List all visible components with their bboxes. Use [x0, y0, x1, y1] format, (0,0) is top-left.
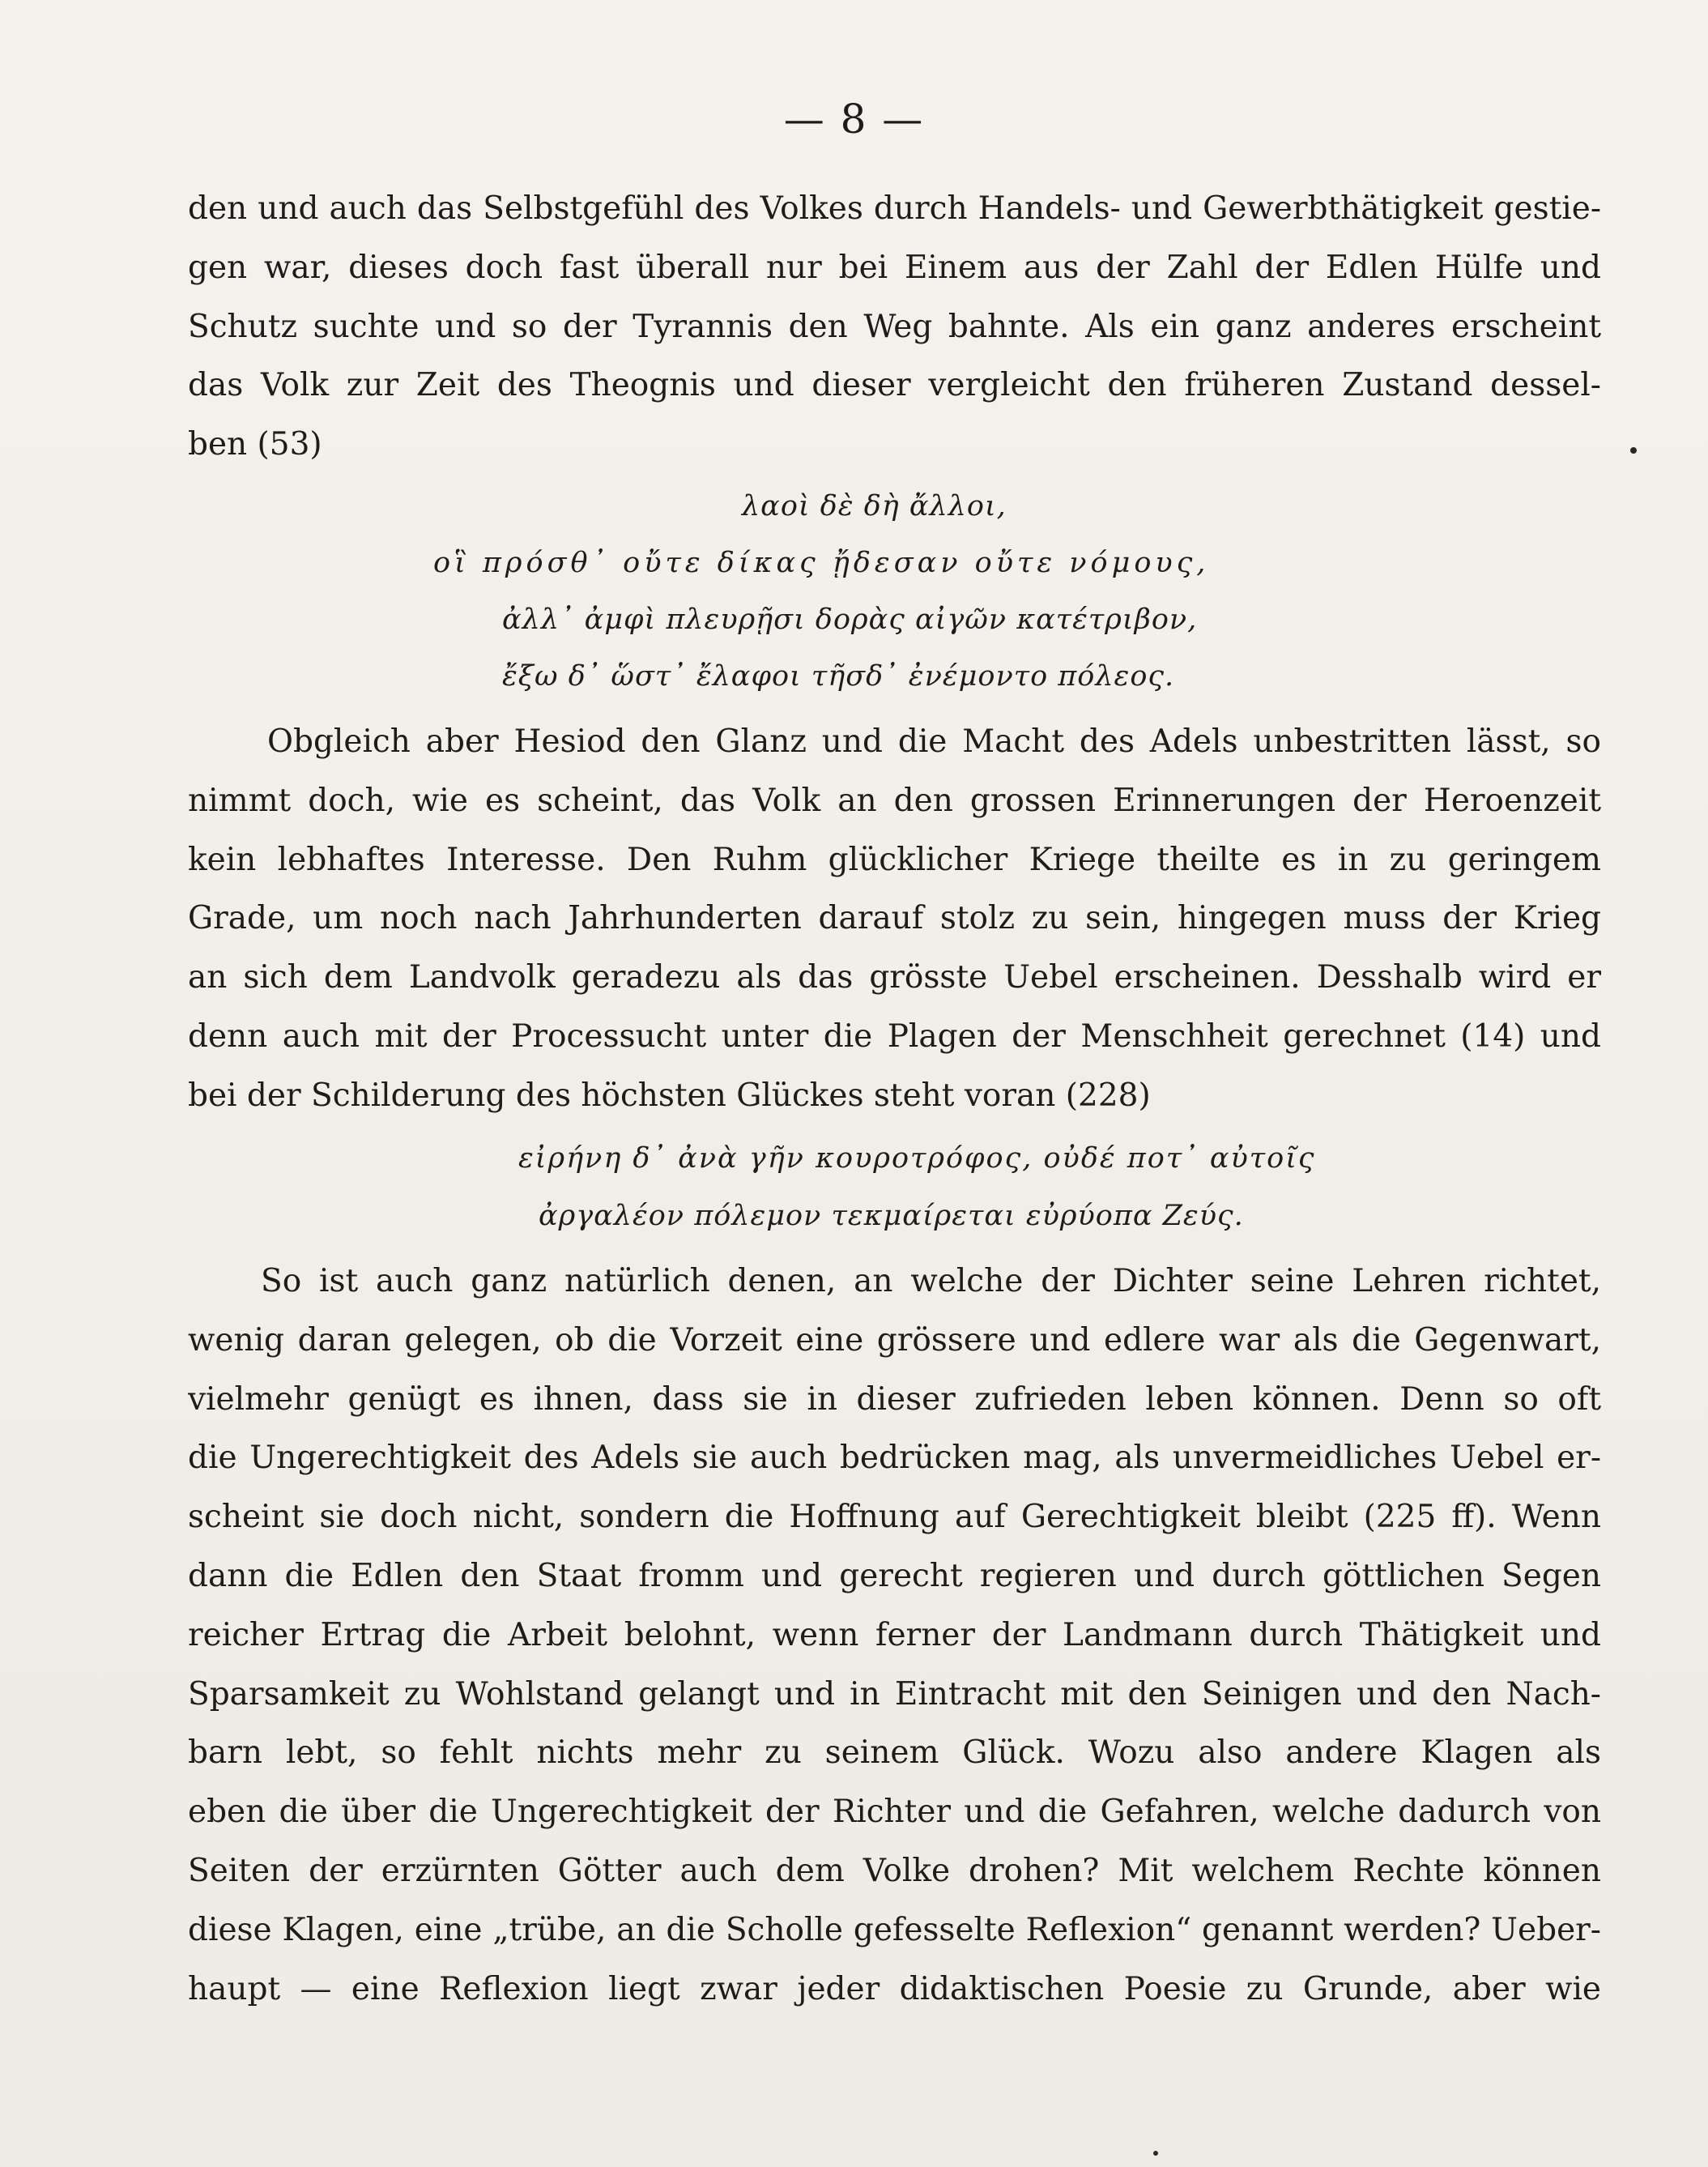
ink-speck	[1630, 447, 1637, 454]
text-line: eben die über die Ungerechtigkeit der Richter und die Gefahren, welche dadurch von	[188, 1794, 1601, 1831]
paragraph-2	[188, 713, 1601, 1126]
paragraph-3	[188, 1252, 1601, 2019]
text-line: an sich dem Landvolk geradezu als das grösste Uebel erscheinen. Desshalb wird er	[188, 959, 1601, 996]
text-line: Sparsamkeit zu Wohlstand gelangt und in Eintracht mit den Seinigen und den Nach-	[188, 1675, 1601, 1713]
greek-quote-line: ἀργαλέον πόλεμον τεκμαίρεται εὐρύοπα Ζεύς.	[539, 1200, 1244, 1232]
text-line: bei der Schilderung des höchsten Glückes steht voran (228)	[188, 1077, 1151, 1114]
text-line: dann die Edlen den Staat fromm und gerecht regieren und durch göttlichen Segen	[188, 1557, 1601, 1594]
text-line: ben (53)	[188, 426, 322, 463]
paragraph-1	[188, 180, 1601, 475]
text-line: So ist auch ganz natürlich denen, an welche der Dichter seine Lehren richtet,	[261, 1263, 1601, 1299]
text-line: denn auch mit der Processucht unter die Plagen der Menschheit gerechnet (14) und	[188, 1017, 1601, 1055]
text-line: Seiten der erzürnten Götter auch dem Volke drohen? Mit welchem Rechte können	[188, 1852, 1601, 1889]
text-line: reicher Ertrag die Arbeit belohnt, wenn ferner der Landmann durch Thätigkeit und	[188, 1616, 1601, 1653]
text-line: den und auch das Selbstgefühl des Volkes durch Handels- und Gewerbthätigkeit gestie-	[188, 190, 1601, 227]
text-line: die Ungerechtigkeit des Adels sie auch bedrücken mag, als unvermeidliches Uebel er-	[188, 1440, 1601, 1477]
text-line: das Volk zur Zeit des Theognis und dieser vergleicht den früheren Zustand dessel-	[188, 367, 1601, 404]
text-line: vielmehr genügt es ihnen, dass sie in dieser zufrieden leben können. Denn so oft	[188, 1380, 1601, 1418]
text-line: Schutz suchte und so der Tyrannis den Weg bahnte. Als ein ganz anderes erscheint	[188, 308, 1601, 345]
page-number: — 8 —	[783, 96, 925, 143]
text-line: Grade, um noch nach Jahrhunderten darauf stolz zu sein, hingegen muss der Krieg	[188, 900, 1601, 937]
greek-quote-line: εἰρήνη δ᾽ ἀνὰ γῆν κουροτρόφος, οὐδέ ποτ᾽ αὐτοῖς	[518, 1142, 1316, 1175]
greek-quote-line: λαοὶ δὲ δὴ ἄλλοι,	[742, 490, 1007, 523]
greek-quote-line: ἔξω δ᾽ ὥστ᾽ ἔλαφοι τῆσδ᾽ ἐνέμοντο πόλεος.	[502, 660, 1175, 693]
text-line: gen war, dieses doch fast überall nur bei Einem aus der Zahl der Edlen Hülfe und	[188, 249, 1601, 286]
greek-quote-line: οἳ πρόσθ᾽ οὔτε δίκας ᾔδεσαν οὔτε νόμους,	[433, 547, 1210, 579]
text-line: nimmt doch, wie es scheint, das Volk an den grossen Erinnerungen der Heroenzeit	[188, 782, 1601, 819]
text-line: barn lebt, so fehlt nichts mehr zu seinem Glück. Wozu also andere Klagen als	[188, 1734, 1601, 1772]
greek-quote-line: ἀλλ᾽ ἀμφὶ πλευρῇσι δορὰς αἰγῶν κατέτριβον,	[502, 604, 1198, 636]
text-line: wenig daran gelegen, ob die Vorzeit eine grössere und edlere war als die Gegenwart,	[188, 1321, 1601, 1359]
text-line: Obgleich aber Hesiod den Glanz und die Macht des Adels unbestritten lässt, so	[267, 723, 1601, 760]
text-line: kein lebhaftes Interesse. Den Ruhm glücklicher Kriege theilte es in zu geringem	[188, 841, 1601, 878]
text-line: diese Klagen, eine „trübe, an die Scholle gefesselte Reflexion“ genannt werden? Ueber-	[188, 1911, 1601, 1948]
ink-speck	[1153, 2151, 1158, 2156]
text-line: scheint sie doch nicht, sondern die Hoffnung auf Gerechtigkeit bleibt (225 ff). Wenn	[188, 1499, 1601, 1536]
text-line: haupt — eine Reflexion liegt zwar jeder didaktischen Poesie zu Grunde, aber wie	[188, 1970, 1601, 2007]
